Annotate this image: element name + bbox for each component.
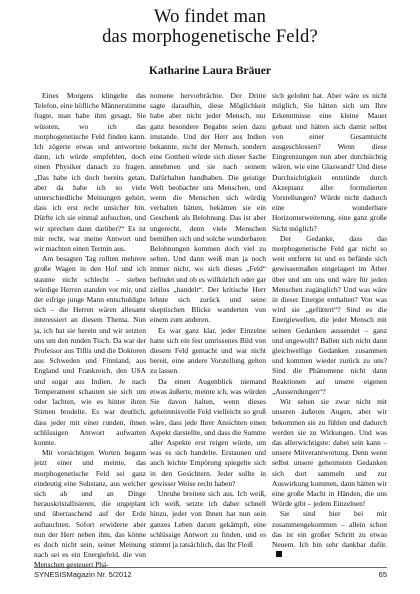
paragraph: Der Gedanke, dass das morphogenetische Feld gar nicht so weit entfernt ist und es befände sich gewissermaßen eingelagert im Äther über und um uns und wäre für jeden Menschen zugänglich? Und was wäre in dieser Energie enthalten? Von was wird sie „gefüttert“? Sind es die Energiewellen, die jeder Mensch mit seinen Gedanken aussendet – ganz und ungewollt? Ballen sich nicht dann gleichwellige Gedanken zusammen und kommen wieder zurück zu uns? Sind die Phänomene nicht dann Reaktionen auf unsere eigenen „Aussendungen“?	[272, 233, 387, 396]
page-number: 65	[378, 570, 387, 579]
paragraph: Mit vorsichtigen Worten begann jetzt einer und meinte, das morphogenetische Feld sei ganz eindeutig eine Substanz, aus welcher sich ab und an Dinge herauskristallisieren, die ungeplant und überraschend auf der Erde auftauchten. Sofort erwiderte aber nun der Herr neben ihm, das könne es doch nicht sein, seiner Meinung nach sei es ein Energiefeld, die von Menschen gesteuert Phä-	[34, 448, 146, 570]
text-column-3	[272, 91, 387, 585]
paragraph: nomene hervorbrächte. Der Dritte sagte daraufhin, diese Möglichkeit habe aber nicht jeder Mensch, nur ganz besondere Begabte seien dazu imstande. Und der Herr aus Indien bekannte, nicht der Mensch, sondern eine Gottheit würde sich dieser Sache annehmen und sie nach seinem Dafürhalten handhaben. Die geistige Welt beobachte uns Menschen, und wenn die Menschen sich würdig verhalten hätten, bekämen sie ein Geschenk als Belohnung. Das ist aber ungerecht, denn viele Menschen bemühen sich und solche wunderbaren Belohnungen kommen doch viel zu selten. Und dann weiß man ja noch immer nicht, wo sich dieses „Feld“ befindet und ob es willkürlich oder gar ziellos „handelt“. Der kritische Herr lehnte sich zurück und seine skeptischen Blicke wanderten von einem zum anderen.	[150, 91, 266, 325]
paragraph-final	[272, 509, 387, 560]
paragraph: Unruhe breitete sich aus. Ich weiß, ich weiß, setzte ich daher schnell hinzu, jeder von Ihnen hat nun sein ganzes Leben darum gekämpft, eine schlüssige Antwort zu finden, und es stimmt ja tatsächlich, das Ihr Fleiß	[150, 488, 266, 549]
final-paragraph-text: Sie sind hier bei mir zusammengekommen – allein schon das ist ein großer Schritt zu etwas Neuem. Ich bin sehr dankbar dafür.	[272, 509, 387, 549]
magazine-issue: SYNESISMagazin Nr. 5/2012	[34, 570, 132, 579]
paragraph: Am besagten Tag rollten mehrere große Wagen in den Hof und ich staunte nicht schlecht – sieben würdige Herren standen vor mir, und der eifrige junge Mann entschuldigte sich – die Herren wären allesamt interessiert an diesem Thema. Nun ja, ich bat sie herein und wir setzten uns um den runden Tisch. Da war der Professor aus Tiflis und die Doktoren aus Schweden und Finnland, aus England und Frankreich, den USA und sogar aus Indien. Je nach Temperament schauten sie sich um oder lachten, wie es hinter ihren Stirnen brodelte. Es war deutlich, dass jeder mit einer runden, ihnen schlüssigen Antwort aufwarten konnte.	[34, 254, 146, 447]
paragraph: Eines Morgens klingelte das Telefon, eine höfliche Männerstimme fragte, man habe ihm gesagt, Sie wüssten, wo ich das morphogenetische Feld finden kann. Ich zögerte etwas und antwortete dann, ich würde empfehlen, doch einen Physiker danach zu fragen. „Das habe ich doch bereits getan, aber da habe ich so viele unterschiedliche Meinungen gehört, dass ich erst recht unsicher bin. Dürfte ich sie einmal aufsuchen, und wir sprechen dann darüber?“ Es ist mir recht, war meine Antwort und wir machten einen Termin aus.	[34, 91, 146, 254]
paragraph: Es war ganz klar, jeder Einzelne hatte sich ein fest umrissenes Bild von diesem Feld gemacht und war nicht bereit, eine andere Vorstellung gelten zu lassen.	[150, 325, 266, 376]
page-footer	[0, 570, 420, 588]
article-author: Katharine Laura Bräuer	[148, 65, 272, 77]
text-column-1	[34, 91, 146, 585]
paragraph: sich gelohnt hat. Aber wäre es nicht möglich, Sie hätten sich um Ihre Erkenntnisse eine kleine Mauer gebaut und hätten sich damit selbst von einer Gesamtsicht ausgeschlossen? Wenn diese Eingrenzungen nun aber durchsichtig wären, wie eine Glaswand? Und diese Durchsichtigkeit entstünde durch Akzeptanz aller formulierten Vorstellungen? Würde nicht dadurch eine wunderbare Horizonterweiterung, eine ganz große Sicht möglich?	[272, 91, 387, 233]
paragraph: Wir sehen sie zwar nicht mit unseren äußeren Augen, aber wir bekommen sie zu fühlen und dadurch werden sie zu Wirkungen. Und was das allerwichtigste: dabei sein kann – unsere Mitverantwortung. Denn wenn selbst unsere geheimsten Gedanken sich dort sammeln und zur Auswirkung kommen, dann hätten wir eine große Macht in Händen, die uns Würde gibt – jedem Einzelnen!	[272, 397, 387, 509]
end-of-article-mark	[276, 551, 282, 557]
footer-rule	[34, 567, 387, 568]
article-title-line-2: das morphogenetische Feld?	[102, 27, 318, 47]
article-title-line-1: Wo findet man	[153, 7, 267, 27]
paragraph: Da einen Augenblick niemand etwas äußerte, meinte ich, was würden Sie davon halten, wenn dieses geheimnisvolle Feld vielleicht so groß wäre, dass jede Ihrer Ansichten einen Aspekt darstellte, und dass die Summe aller Aspekte erst reigen würde, um was es sich handelte. Erstaunen und auch leichte Empörung spiegelte sich in den Gesichtern. Jeder sollte in gewisser Weise recht haben?	[150, 376, 266, 488]
text-column-2	[150, 91, 266, 585]
